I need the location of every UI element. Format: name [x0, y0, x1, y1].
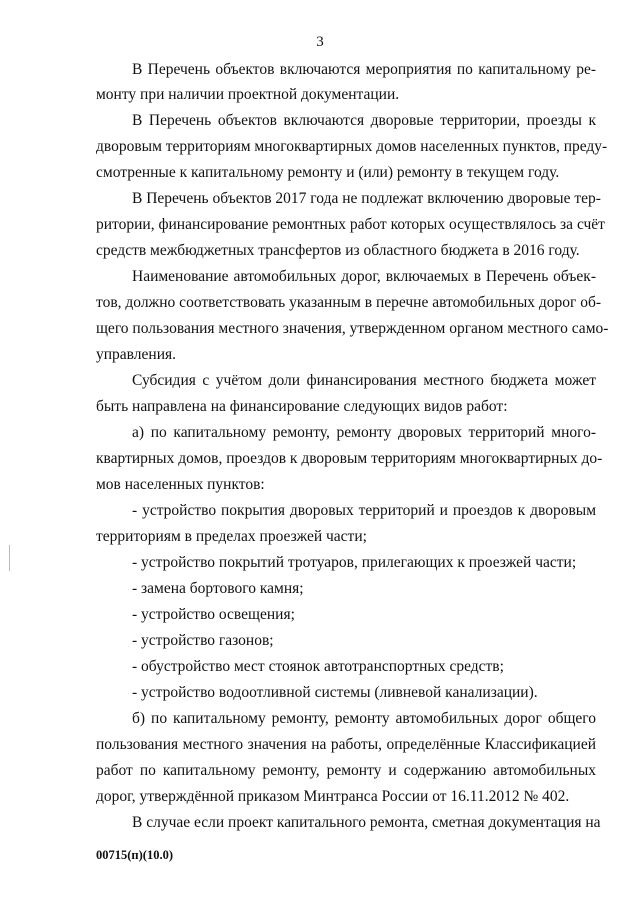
text-line: Наименование автомобильных дорог, включаемых в Перечень объек- [132, 268, 596, 285]
text-line: работ по капитальному ремонту, ремонту и содержанию автомобильных [96, 762, 596, 779]
text-line: - замена бортового камня; [132, 580, 304, 597]
text-line: территориям в пределах проезжей части; [96, 528, 367, 545]
text-line: б) по капитальному ремонту, ремонту автомобильных дорог общего [132, 710, 596, 727]
text-line: - обустройство мест стоянок автотранспортных средств; [132, 658, 504, 675]
text-line: управления. [96, 346, 176, 363]
margin-mark [9, 545, 10, 571]
text-line: - устройство покрытий тротуаров, прилегающих к проезжей части; [132, 554, 577, 571]
text-line: Субсидия с учётом доли финансирования местного бюджета может [132, 372, 596, 389]
text-line: В Перечень объектов включаются дворовые территории, проезды к [132, 112, 596, 129]
text-line: - устройство покрытия дворовых территорий и проездов к дворовым [132, 502, 596, 519]
text-line: - устройство водоотливной системы (ливневой канализации). [132, 684, 538, 701]
text-line: быть направлена на финансирование следующих видов работ: [96, 398, 508, 415]
text-line: тов, должно соответствовать указанным в перечне автомобильных дорог об- [96, 294, 602, 311]
text-line: В Перечень объектов включаются мероприятия по капитальному ре- [132, 61, 596, 78]
text-line: ритории, финансирование ремонтных работ которых осуществлялось за счёт [96, 216, 605, 233]
text-line: мов населенных пунктов: [96, 476, 265, 493]
text-line: дорог, утверждённой приказом Минтранса России от 16.11.2012 № 402. [96, 788, 570, 805]
text-line: смотренные к капитальному ремонту и (или) ремонту в текущем году. [96, 164, 560, 181]
text-line: В случае если проект капитального ремонта, сметная документация на [132, 814, 601, 831]
text-line: дворовым территориям многоквартирных домов населенных пунктов, преду- [96, 138, 608, 155]
text-line: квартирных домов, проездов к дворовым территориям многоквартирных до- [96, 450, 603, 467]
text-line: пользования местного значения на работы, определённые Классификацией [96, 736, 596, 753]
text-line: щего пользования местного значения, утвержденном органом местного само- [96, 320, 609, 337]
text-line: - устройство освещения; [132, 606, 295, 623]
text-line: средств межбюджетных трансфертов из областного бюджета в 2016 году. [96, 242, 580, 259]
text-line: а) по капитальному ремонту, ремонту дворовых территорий много- [132, 424, 596, 441]
text-line: - устройство газонов; [132, 632, 274, 649]
document-code: 00715(п)(10.0) [96, 848, 173, 862]
text-line: монту при наличии проектной документации. [96, 86, 400, 103]
page-number: 3 [316, 34, 324, 50]
text-line: В Перечень объектов 2017 года не подлежат включению дворовые тер- [132, 190, 601, 207]
